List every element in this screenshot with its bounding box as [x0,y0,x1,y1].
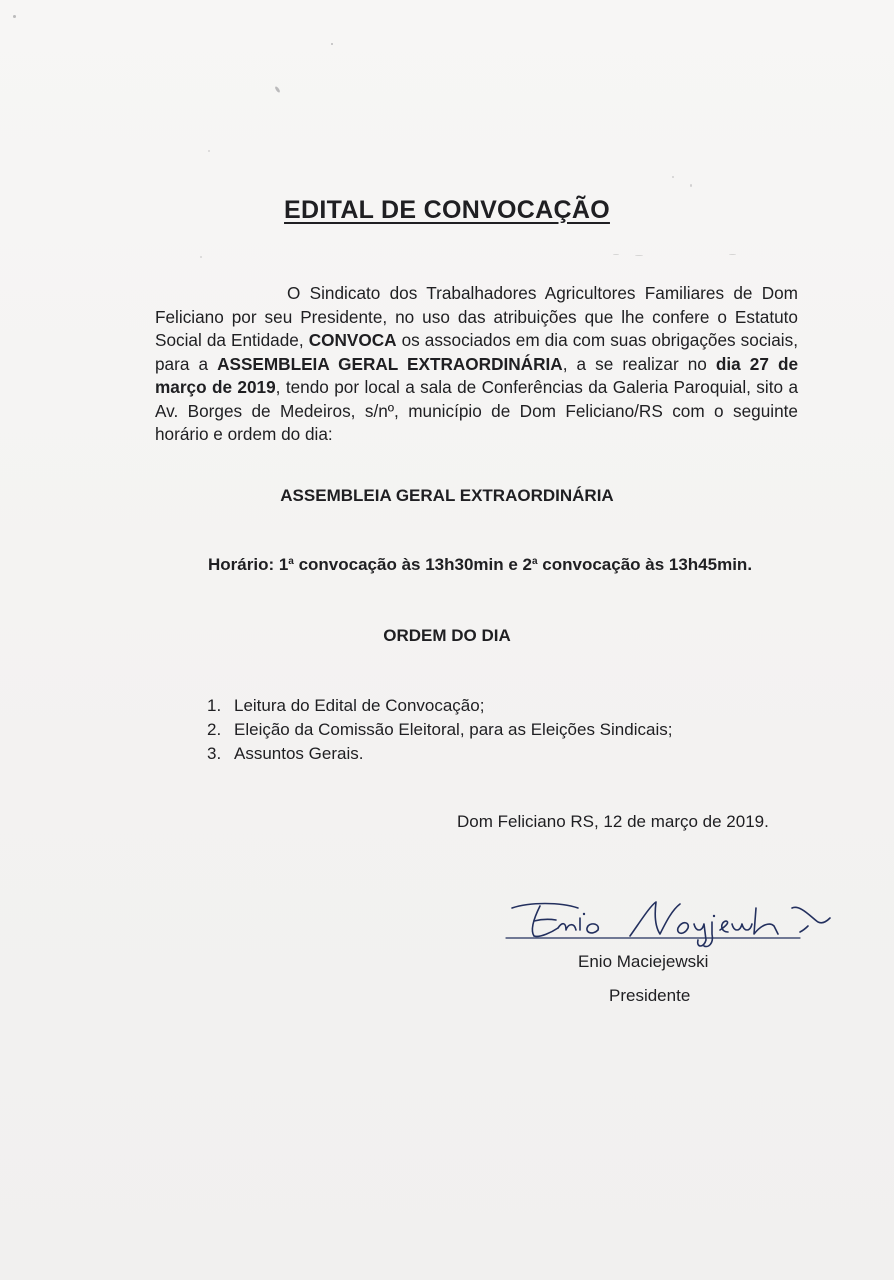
scan-speck [331,43,333,45]
assembly-emphasis: ASSEMBLEIA GERAL EXTRAORDINÁRIA [217,353,563,374]
scan-speck [613,254,619,255]
paragraph-text: os associados em dia com suas obrigações sociais, para a [155,330,798,374]
assembly-heading: ASSEMBLEIA GERAL EXTRAORDINÁRIA [280,486,614,505]
handwritten-signature [500,888,845,952]
paragraph-text: , tendo por local a sala de Conferências da Galeria Paroquial, sito a Av. Borges de Medeiros, s/nº, município de Dom Feliciano/RS com o seguinte horário e ordem do dia: [155,377,799,444]
scan-speck [208,150,210,152]
agenda-list [207,694,672,766]
document-title: EDITAL DE CONVOCAÇÃO [284,196,610,224]
agenda-item-number: 3. [207,744,222,763]
ordinal-indicator: a [531,556,538,567]
convocation-paragraph [155,282,798,447]
scan-speck [200,256,202,258]
scan-speck [729,254,736,255]
agenda-item [207,742,672,766]
agenda-item-text: Eleição da Comissão Eleitoral, para as Eleições Sindicais; [234,720,673,739]
schedule-line [208,555,752,575]
place-and-date: Dom Feliciano RS, 12 de março de 2019. [457,812,769,831]
convoca-emphasis: CONVOCA [308,330,397,350]
paragraph-text: , a se realizar no [562,353,716,374]
scan-speck [13,15,16,18]
agenda-item [207,694,672,718]
signatory-name: Enio Maciejewski [578,952,709,971]
date-emphasis: dia 27 de março de 2019 [155,353,799,397]
schedule-label: Horário: 1 [208,555,289,574]
schedule-second-call: convocação às 13h45min. [537,555,753,574]
agenda-item-text: Assuntos Gerais. [234,744,364,763]
agenda-item-text: Leitura do Edital de Convocação; [234,696,485,715]
agenda-item-number: 2. [207,720,222,739]
ordinal-indicator: a [288,556,294,567]
scan-speck [274,86,280,93]
signatory-role: Presidente [609,986,691,1005]
scan-speck [672,176,674,178]
agenda-item-number: 1. [207,696,222,715]
paragraph-text: O Sindicato dos Trabalhadores Agricultores Familiares de Dom Feliciano por seu Presidente, no uso das atribuições que lhe confere o Estatuto Social da Entidade, [155,283,798,350]
agenda-heading: ORDEM DO DIA [383,626,511,645]
scan-speck [635,255,643,256]
scan-speck [690,184,692,187]
schedule-first-call: convocação às 13h30min e 2 [293,555,532,574]
agenda-item [207,718,672,742]
